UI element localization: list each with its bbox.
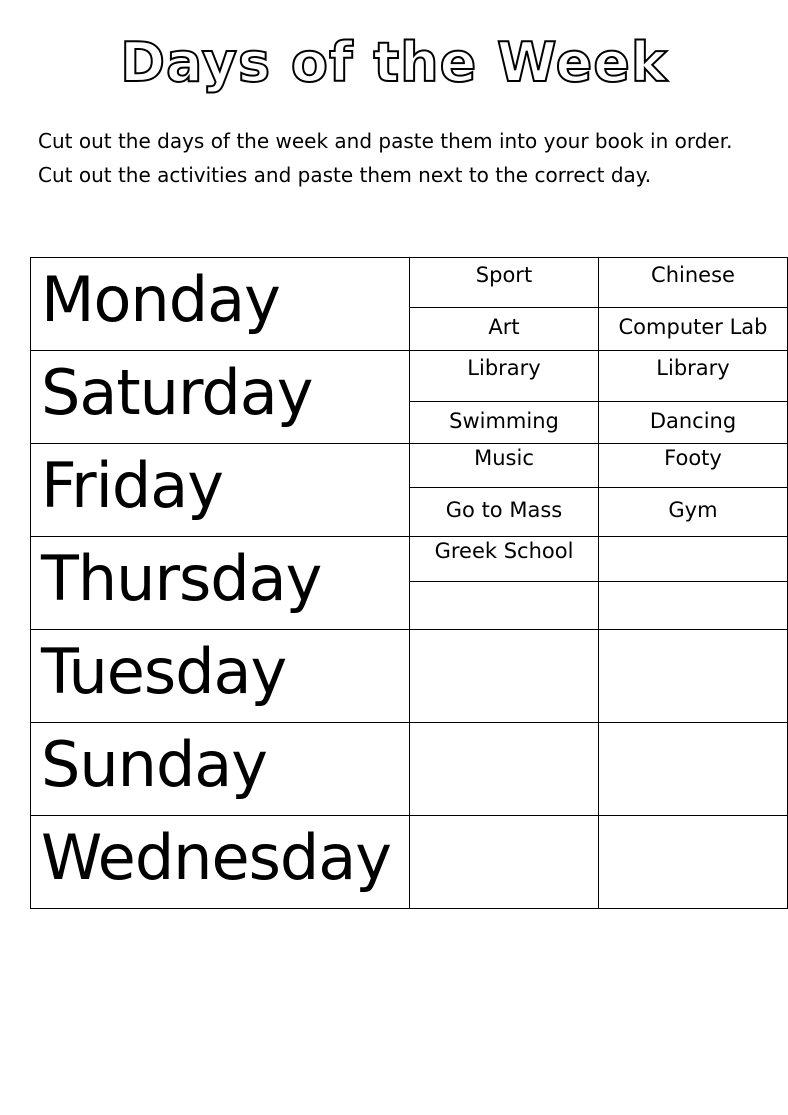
- activity-cell: [410, 402, 599, 444]
- activity-cell: [599, 444, 788, 488]
- day-cell: [31, 444, 410, 537]
- table-row: [31, 723, 788, 816]
- activity-label: Footy: [664, 445, 722, 470]
- activity-label: Swimming: [449, 408, 559, 433]
- table-row: [31, 351, 788, 402]
- day-label: Sunday: [41, 728, 267, 801]
- day-label: Friday: [41, 449, 223, 522]
- day-cell: [31, 816, 410, 909]
- activity-cell: [599, 258, 788, 308]
- activity-cell: [410, 537, 599, 582]
- activity-cell: [410, 308, 599, 351]
- activity-label: Library: [467, 356, 541, 380]
- activity-label: Go to Mass: [445, 498, 563, 522]
- table-row: [31, 537, 788, 582]
- activity-label: Chinese: [651, 262, 735, 287]
- activity-cell: [599, 351, 788, 402]
- table-row: [31, 630, 788, 723]
- day-label: Wednesday: [41, 821, 391, 894]
- table-row: [31, 258, 788, 308]
- day-cell: [31, 258, 410, 351]
- day-label: Thursday: [41, 542, 322, 615]
- instructions-text: Cut out the days of the week and paste them into your book in order. Cut out the activities and paste them next to the correct day.: [38, 129, 733, 187]
- activity-label: Art: [488, 315, 520, 339]
- activity-cell: [410, 816, 599, 909]
- activity-label: Computer Lab: [618, 315, 768, 339]
- activity-cell: [599, 723, 788, 816]
- activity-cell: [410, 630, 599, 723]
- activity-label: Greek School: [434, 539, 574, 563]
- activity-cell: [599, 488, 788, 537]
- activity-cell: [599, 630, 788, 723]
- activity-cell: [410, 582, 599, 630]
- day-cell: [31, 537, 410, 630]
- activity-cell: [599, 537, 788, 582]
- day-cell: [31, 723, 410, 816]
- activity-cell: [410, 723, 599, 816]
- activity-cell: [599, 402, 788, 444]
- activity-cell: [410, 351, 599, 402]
- activity-label: Sport: [475, 262, 533, 287]
- activity-cell: [410, 488, 599, 537]
- activity-label: Library: [656, 356, 730, 380]
- day-cell: [31, 351, 410, 444]
- activity-label: Music: [474, 445, 534, 470]
- activity-cell: [410, 258, 599, 308]
- day-label: Tuesday: [41, 635, 287, 708]
- table-row: [31, 444, 788, 488]
- activity-label: Dancing: [649, 408, 737, 433]
- activity-cell: [599, 308, 788, 351]
- page-title: Days of the Week: [120, 31, 668, 94]
- day-cell: [31, 630, 410, 723]
- day-label: Monday: [41, 263, 280, 336]
- activity-cell: [599, 582, 788, 630]
- activity-cell: [410, 444, 599, 488]
- activity-cell: [599, 816, 788, 909]
- day-label: Saturday: [41, 356, 313, 429]
- activity-label: Gym: [668, 498, 718, 522]
- table-row: [31, 816, 788, 909]
- days-activities-table: [30, 257, 788, 909]
